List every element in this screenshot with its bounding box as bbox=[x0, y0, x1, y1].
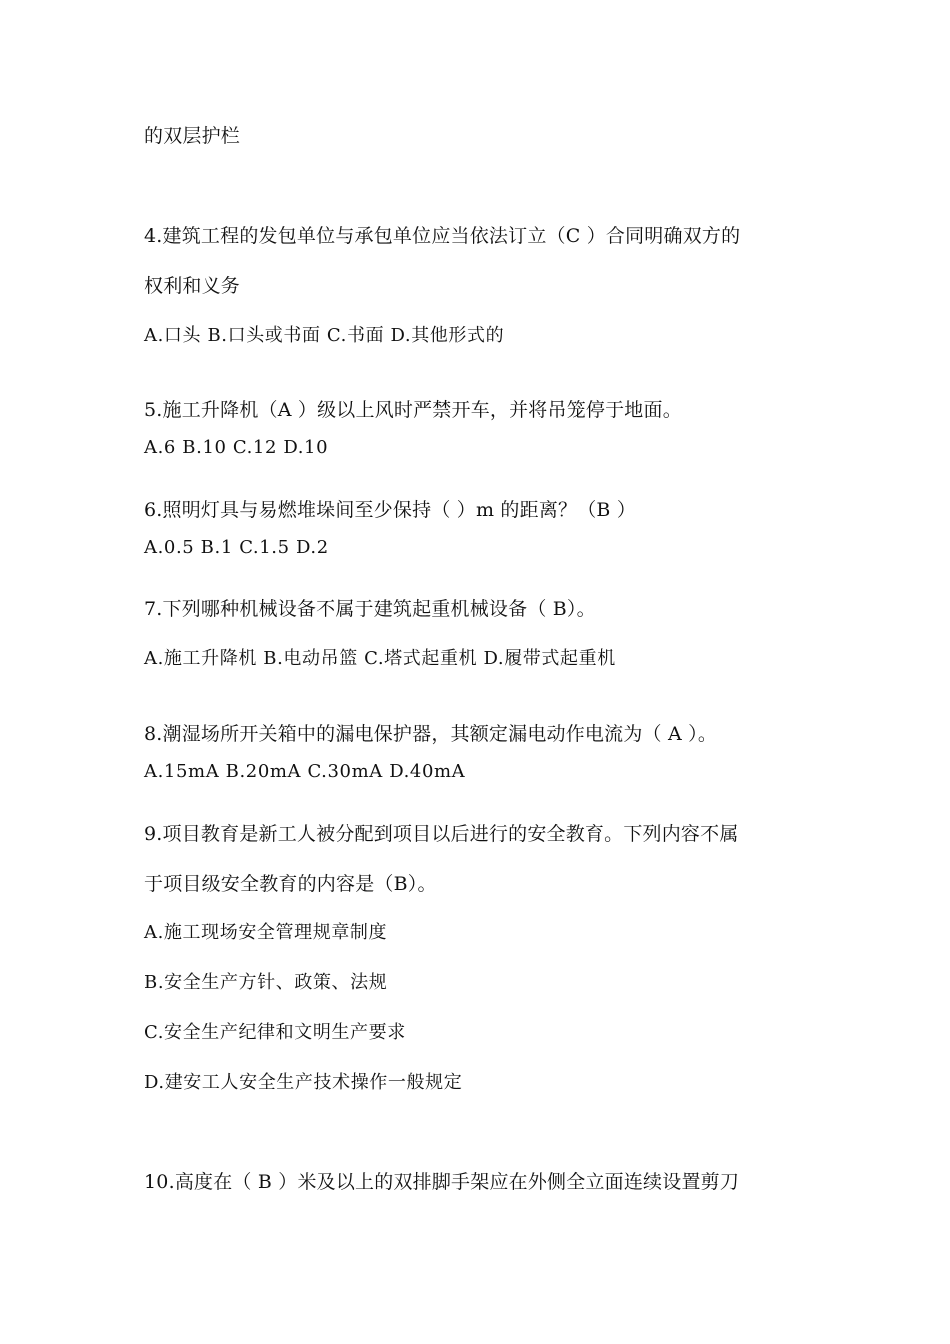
question-7-options: A.施工升降机 B.电动吊篮 C.塔式起重机 D.履带式起重机 bbox=[144, 648, 616, 669]
question-5-stem: 5.施工升降机（A ）级以上风时严禁开车，并将吊笼停于地面。 bbox=[144, 399, 682, 421]
question-4-stem-cont: 权利和义务 bbox=[144, 275, 241, 297]
question-7-stem: 7.下列哪种机械设备不属于建筑起重机械设备（ B）。 bbox=[144, 598, 596, 620]
question-9-option-c: C.安全生产纪律和文明生产要求 bbox=[144, 1022, 406, 1043]
question-9-option-d: D.建安工人安全生产技术操作一般规定 bbox=[144, 1072, 463, 1093]
question-4-stem: 4.建筑工程的发包单位与承包单位应当依法订立（C ）合同明确双方的 bbox=[144, 225, 741, 247]
question-10-stem: 10.高度在（ B ）米及以上的双排脚手架应在外侧全立面连续设置剪刀 bbox=[144, 1171, 740, 1193]
question-8-stem: 8.潮湿场所开关箱中的漏电保护器，其额定漏电动作电流为（ A ）。 bbox=[144, 723, 718, 745]
question-5-options: A.6 B.10 C.12 D.10 bbox=[144, 437, 329, 458]
question-4-options: A.口头 B.口头或书面 C.书面 D.其他形式的 bbox=[144, 325, 505, 346]
question-6-stem: 6.照明灯具与易燃堆垛间至少保持（ ）m 的距离？（B ） bbox=[144, 499, 637, 521]
question-6-options: A.0.5 B.1 C.1.5 D.2 bbox=[144, 537, 329, 558]
question-8-options: A.15mA B.20mA C.30mA D.40mA bbox=[144, 761, 466, 782]
question-9-stem-cont: 于项目级安全教育的内容是（B）。 bbox=[144, 873, 437, 895]
question-9-option-a: A.施工现场安全管理规章制度 bbox=[144, 922, 388, 943]
text-line-continuation: 的双层护栏 bbox=[144, 125, 241, 147]
question-9-stem: 9.项目教育是新工人被分配到项目以后进行的安全教育。下列内容不属 bbox=[144, 823, 739, 845]
question-9-option-b: B.安全生产方针、政策、法规 bbox=[144, 972, 388, 993]
